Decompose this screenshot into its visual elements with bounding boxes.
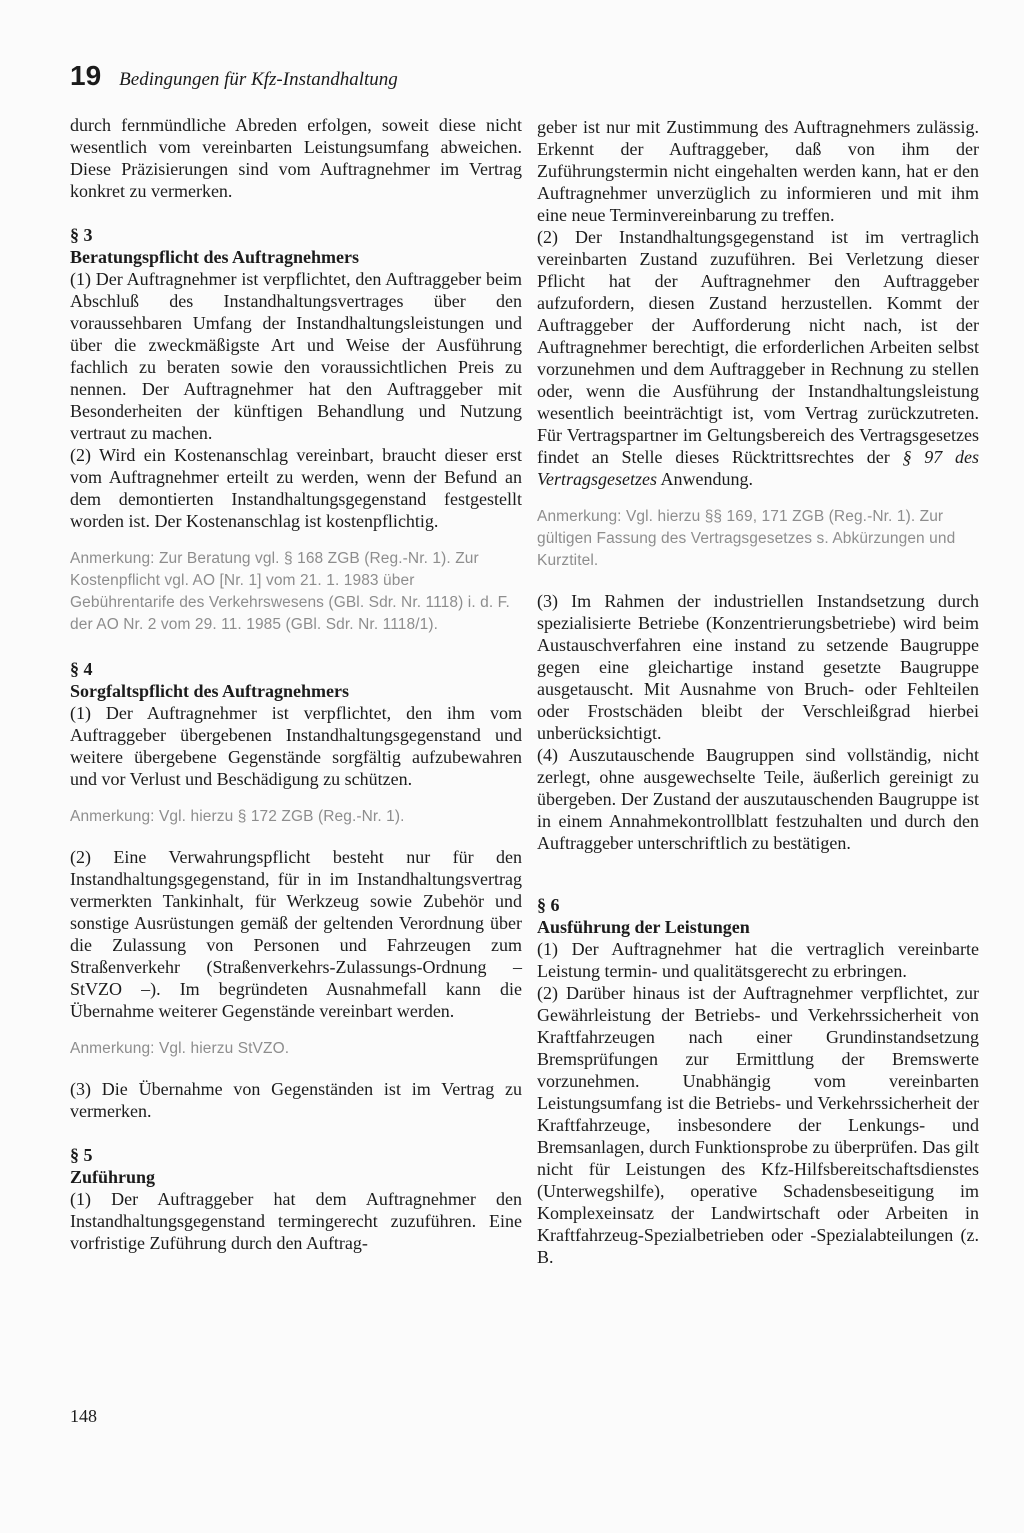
- page-number: 148: [70, 1406, 97, 1426]
- section-5-paragraph-2-text: (2) Der Instandhaltungsgegenstand ist im vertraglich vereinbarten Zustand zuzuführen. Bei Verletzung dieser Pflicht hat der Auftragnehmer den Auftraggeber aufzufordern, diesen Zustand herzustellen. Kommt der Auftraggeber der Aufforderung nicht nach, ist der Auftragnehmer berechtigt, die erforderlichen Arbeiten selbst vorzunehmen und dem Auftraggeber in Rechnung zu stellen oder, wenn die Ausführung der Instandhaltungsleistung wesentlich beeinträchtigt ist, vom Vertrag zurückzutreten. Für Vertragspartner im Geltungsbereich des Vertragsgesetzes findet an Stelle dieses Rücktrittsrechtes der: [537, 227, 979, 467]
- section-5-paragraph-4: (4) Auszutauschende Baugruppen sind vollständig, nicht zerlegt, ohne ausgewechselte Teile, äußerlich gereinigt zu übergeben. Der Zustand der auszutauschenden Baugruppe ist in einem Annahmekontrollblatt festzuhalten und durch den Auftraggeber unterschriftlich zu bestätigen.: [537, 745, 979, 853]
- left-column: [70, 114, 522, 1254]
- section-4-number: § 4: [70, 659, 93, 679]
- section-5-paragraph-2-end: Anwendung.: [660, 469, 754, 489]
- section-4-note-1: Anmerkung: Vgl. hierzu § 172 ZGB (Reg.-Nr. 1).: [70, 808, 405, 825]
- section-6-paragraph-2: (2) Darüber hinaus ist der Auftragnehmer verpflichtet, zur Gewährleistung der Betriebs- und Verkehrssicherheit von Kraftfahrzeugen nach einer Grundinstandsetzung Bremsprüfungen zur Ermittlung der Bremswerte vorzunehmen. Unabhängig vom vereinbarten Leistungsumfang ist die Betriebs- und Verkehrssicherheit der Kraftfahrzeuge, insbesondere der Lenkungs- und Bremsanlagen, durch Funktionsprobe zu überprüfen. Das gilt nicht für Leistungen des Kfz-Hilfsbereitschaftsdienstes (Unterwegshilfe), operative Schadensbeseitigung im Komplexeinsatz der Landwirtschaft oder Arbeiten in Kraftfahrzeug-Spezialbetrieben oder -Spezialabteilungen (z. B.: [537, 983, 979, 1267]
- section-4-paragraph-2: (2) Eine Verwahrungspflicht besteht nur für den Instandhaltungsgegenstand, für in im Instandhaltungsvertrag vermerkten Tankinhalt, für Werkzeug sowie Zubehör und sonstige Ausrüstungen gemäß der geltenden Verordnung über die Zulassung von Personen und Fahrzeugen zum Straßenverkehr (Straßenverkehrs-Zulassungs-Ordnung – StVZO –). Im begründeten Ausnahmefall kann die Übernahme weiterer Gegenstände vereinbart werden.: [70, 847, 522, 1021]
- section-5-paragraph-1: (1) Der Auftraggeber hat dem Auftragnehmer den Instandhaltungsgegenstand termingerecht zuzuführen. Eine vorfristige Zuführung durch den Auftrag-: [70, 1189, 522, 1253]
- contract-law-reference: § 97 des Vertragsgesetzes: [537, 447, 980, 489]
- section-4-paragraph-1: (1) Der Auftragnehmer ist verpflichtet, den ihm vom Auftraggeber übergebenen Instandhaltungsgegenstand und weitere übergebene Gegenstände sorgfältig aufzubewahren und vor Verlust und Beschädigung zu schützen.: [70, 703, 522, 789]
- section-5-paragraph-1-continued: geber ist nur mit Zustimmung des Auftragnehmers zulässig. Erkennt der Auftraggeber, daß von ihm der Zuführungstermin nicht eingehalten werden kann, hat er den Auftragnehmer unverzüglich zu informieren und mit ihm eine neue Terminvereinbarung zu treffen.: [537, 117, 979, 225]
- intro-paragraph: durch fernmündliche Abreden erfolgen, soweit diese nicht wesentlich vom vereinbarten Leistungsumfang abweichen. Diese Präzisierungen sind vom Auftragnehmer im Vertrag konkret zu vermerken.: [70, 115, 522, 201]
- section-3-number: § 3: [70, 225, 93, 245]
- section-6-number: § 6: [537, 895, 560, 915]
- right-column: [537, 116, 979, 1268]
- running-header: [70, 60, 398, 100]
- section-5-paragraph-2: [537, 226, 979, 490]
- chapter-title: Bedingungen für Kfz-Instandhaltung: [119, 69, 398, 90]
- section-3-title: Beratungspflicht des Auftragnehmers: [70, 247, 359, 267]
- section-5-title: Zuführung: [70, 1167, 156, 1187]
- section-3-paragraph-2: (2) Wird ein Kostenanschlag vereinbart, braucht dieser erst vom Auftragnehmer erteilt zu werden, wenn der Befund an dem demontierten Instandhaltungsgegenstand festgestellt worden ist. Der Kostenanschlag ist kostenpflichtig.: [70, 445, 522, 531]
- section-5-note: Anmerkung: Vgl. hierzu §§ 169, 171 ZGB (Reg.-Nr. 1). Zur gültigen Fassung des Vertragsgesetzes s. Abkürzungen und Kurztitel.: [537, 508, 956, 569]
- section-6-paragraph-1: (1) Der Auftragnehmer hat die vertraglich vereinbarte Leistung termin- und qualitätsgerecht zu erbringen.: [537, 939, 979, 981]
- section-4-paragraph-3: (3) Die Übernahme von Gegenständen ist im Vertrag zu vermerken.: [70, 1079, 522, 1121]
- section-3-note: Anmerkung: Zur Beratung vgl. § 168 ZGB (Reg.-Nr. 1). Zur Kostenpflicht vgl. AO [Nr. 1] vom 21. 1. 1983 über Gebührentarife des Verkehrswesens (GBl. Sdr. Nr. 1118) i. d. F. der AO Nr. 2 vom 29. 11. 1985 (GBl. Sdr. Nr. 1118/1).: [70, 550, 510, 633]
- section-5-number: § 5: [70, 1145, 93, 1165]
- section-4-note-2: Anmerkung: Vgl. hierzu StVZO.: [70, 1040, 290, 1057]
- chapter-number: 19: [70, 60, 102, 91]
- section-5-paragraph-3: (3) Im Rahmen der industriellen Instandsetzung durch spezialisierte Betriebe (Konzentrierungsbetriebe) wird beim Austauschverfahren eine instand zu setzende Baugruppe gegen eine gleichartige instand gesetzte Baugruppe ausgetauscht. Mit Ausnahme von Bruch- oder Fehlteilen oder Frostschäden bleibt der Verschleißgrad hierbei unberücksichtigt.: [537, 591, 979, 743]
- section-3-paragraph-1: (1) Der Auftragnehmer ist verpflichtet, den Auftraggeber beim Abschluß des Instandhaltungsvertrages über den voraussehbaren Umfang der Instandhaltungsleistungen und über die zweckmäßigste Art und Weise der Ausführung fachlich zu beraten sowie den voraussichtlichen Preis zu nennen. Der Auftragnehmer hat den Auftraggeber mit Besonderheiten der künftigen Behandlung und Nutzung vertraut zu machen.: [70, 269, 522, 443]
- section-4-title: Sorgfaltspflicht des Auftragnehmers: [70, 681, 349, 701]
- section-6-title: Ausführung der Leistungen: [537, 917, 750, 937]
